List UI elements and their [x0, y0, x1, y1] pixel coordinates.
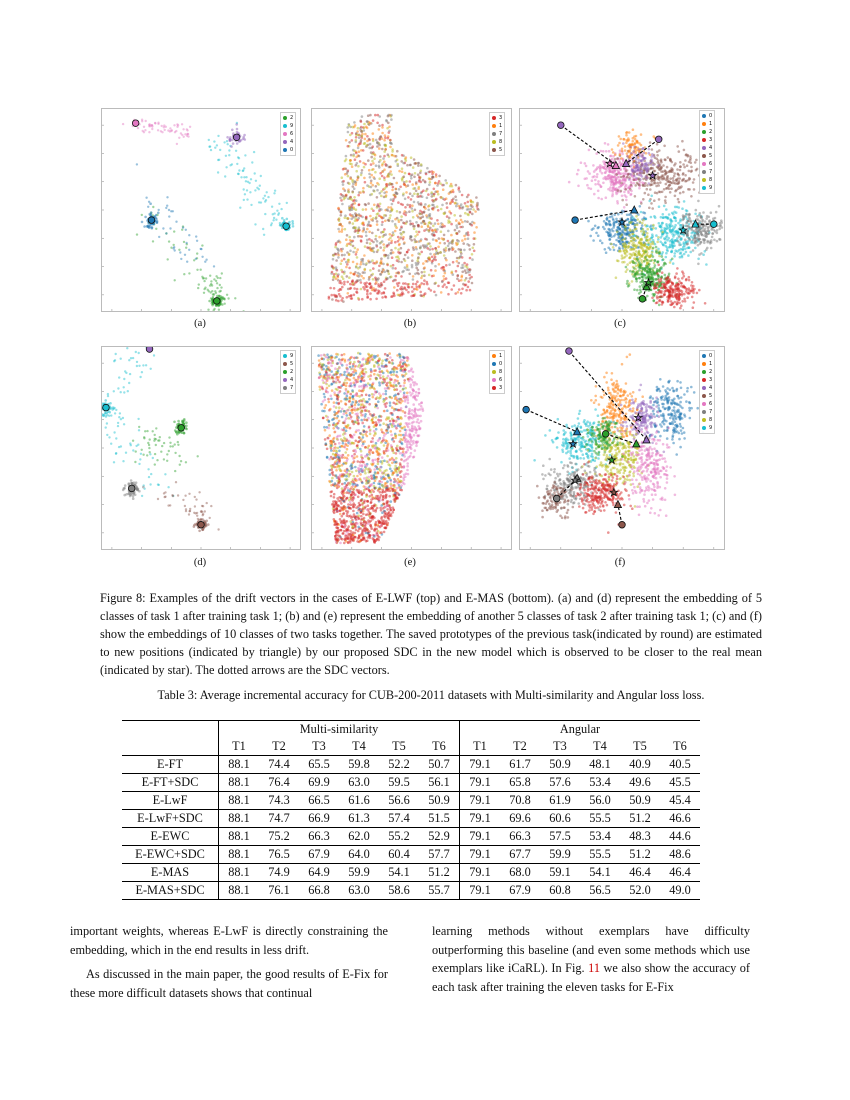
table-cell: 59.1 [540, 864, 580, 882]
legend-label: 3 [499, 115, 503, 121]
legend-label: 6 [290, 131, 294, 137]
legend-marker-icon [283, 354, 287, 358]
table-cell: 79.1 [460, 756, 501, 774]
legend-label: 8 [499, 139, 503, 145]
table-cell: 59.8 [339, 756, 379, 774]
table-row [122, 792, 700, 810]
table-row [122, 774, 700, 792]
table-cell: 79.1 [460, 864, 501, 882]
table-cell: 66.8 [299, 882, 339, 900]
table-cell: 59.5 [379, 774, 419, 792]
table-cell: 56.5 [580, 882, 620, 900]
legend-item [492, 352, 502, 360]
legend-marker-icon [702, 426, 706, 430]
legend-item [702, 120, 712, 128]
table-cell: 55.5 [580, 846, 620, 864]
legend-item [702, 408, 712, 416]
legend-marker-icon [702, 122, 706, 126]
row-method-name: E-EWC+SDC [122, 846, 219, 864]
legend-marker-icon [702, 362, 706, 366]
figure-reference-link[interactable]: 11 [588, 961, 600, 975]
legend-marker-icon [702, 114, 706, 118]
legend-marker-icon [283, 116, 287, 120]
legend-item [702, 352, 712, 360]
label-c: (c) [614, 318, 626, 329]
task-header: T5 [392, 739, 406, 753]
table-cell: 57.4 [379, 810, 419, 828]
table-cell: 79.1 [460, 882, 501, 900]
table-cell: 70.8 [500, 792, 540, 810]
legend-item [702, 144, 712, 152]
legend-marker-icon [702, 162, 706, 166]
table-cell: 57.6 [540, 774, 580, 792]
table-cell: 88.1 [219, 756, 260, 774]
table-cell: 76.4 [259, 774, 299, 792]
legend-label: 7 [499, 131, 503, 137]
right-column [432, 922, 750, 996]
table-cell: 53.4 [580, 828, 620, 846]
table-cell: 45.4 [660, 792, 700, 810]
scatter-d [102, 347, 300, 549]
row-method-name: E-LwF+SDC [122, 810, 219, 828]
table-cell: 62.0 [339, 828, 379, 846]
task-header: T6 [419, 738, 460, 756]
legend-marker-icon [492, 378, 496, 382]
legend-label: 4 [290, 377, 294, 383]
table-cell: 48.3 [620, 828, 660, 846]
legend-marker-icon [492, 370, 496, 374]
table-cell: 48.6 [660, 846, 700, 864]
legend-label: 9 [709, 185, 713, 191]
subplot-f [519, 346, 725, 550]
table-cell: 52.0 [620, 882, 660, 900]
legend-f [699, 350, 715, 434]
legend-label: 7 [290, 385, 294, 391]
table-cell: 66.9 [299, 810, 339, 828]
legend-marker-icon [702, 378, 706, 382]
figure-caption: Figure 8: Examples of the drift vectors in the cases of E-LWF (top) and E-MAS (bottom). (a) and (d) represent the embedding of 5 classes of task 1 after training task 1; (b) and (e) represent the embedding of another 5 classes of task 2 after training task 1; (c) and (f) show the embeddings of 10 classes of two tasks together. The saved prototypes of the previous task(indicated by round) are estimated to new positions (indicated by triangle) by our proposed SDC in the new model which is observed to be closer to the real mean (indicated by star). The dotted arrows are the SDC vectors. [100, 591, 762, 677]
table-cell: 66.3 [500, 828, 540, 846]
table-row [122, 828, 700, 846]
table-cell: 60.4 [379, 846, 419, 864]
legend-item [283, 130, 293, 138]
legend-item [702, 424, 712, 432]
table-cell: 60.8 [540, 882, 580, 900]
table-cell: 50.9 [419, 792, 460, 810]
legend-item [702, 416, 712, 424]
legend-label: 4 [709, 385, 713, 391]
table-cell: 88.1 [219, 792, 260, 810]
row-method-name: E-FT [122, 756, 219, 774]
legend-d [280, 350, 296, 394]
table-row [122, 882, 700, 900]
table-cell: 74.3 [259, 792, 299, 810]
table-cell: 65.5 [299, 756, 339, 774]
table-cell: 52.2 [379, 756, 419, 774]
legend-label: 1 [709, 121, 713, 127]
table-cell: 79.1 [460, 774, 501, 792]
legend-label: 9 [709, 425, 713, 431]
legend-item [283, 114, 293, 122]
legend-item [702, 112, 712, 120]
legend-marker-icon [283, 140, 287, 144]
table-cell: 66.3 [299, 828, 339, 846]
table-cell: 79.1 [460, 810, 501, 828]
legend-marker-icon [702, 386, 706, 390]
table-cell: 57.7 [419, 846, 460, 864]
legend-marker-icon [283, 148, 287, 152]
results-table [122, 720, 700, 900]
subplot-d [101, 346, 301, 550]
legend-item [702, 384, 712, 392]
legend-item [702, 128, 712, 136]
table-cell: 40.5 [660, 756, 700, 774]
legend-item [492, 368, 502, 376]
legend-item [702, 176, 712, 184]
table-row [122, 864, 700, 882]
legend-marker-icon [702, 130, 706, 134]
legend-marker-icon [702, 418, 706, 422]
legend-label: 0 [290, 147, 294, 153]
legend-label: 8 [499, 369, 503, 375]
legend-label: 8 [709, 417, 713, 423]
scatter-f [520, 347, 724, 549]
table-cell: 69.9 [299, 774, 339, 792]
legend-label: 5 [499, 147, 503, 153]
row-method-name: E-FT+SDC [122, 774, 219, 792]
table-cell: 67.9 [500, 882, 540, 900]
legend-item [702, 184, 712, 192]
table-cell: 51.2 [620, 846, 660, 864]
legend-label: 9 [290, 123, 294, 129]
legend-marker-icon [702, 170, 706, 174]
legend-item [283, 122, 293, 130]
legend-label: 3 [709, 377, 713, 383]
legend-marker-icon [492, 354, 496, 358]
task-header: T1 [232, 739, 246, 753]
left-paragraph-2: As discussed in the main paper, the good results of E-Fix for these more difficult datasets shows that continual [70, 967, 388, 1000]
legend-item [283, 138, 293, 146]
table-row [122, 846, 700, 864]
table-cell: 79.1 [460, 792, 501, 810]
row-method-name: E-EWC [122, 828, 219, 846]
table-cell: 74.7 [259, 810, 299, 828]
table-cell: 56.1 [419, 774, 460, 792]
table-cell: 46.6 [660, 810, 700, 828]
legend-label: 1 [499, 123, 503, 129]
legend-item [283, 146, 293, 154]
legend-label: 2 [290, 115, 294, 121]
label-e: (e) [404, 557, 416, 568]
legend-marker-icon [702, 402, 706, 406]
table-task-header-row [122, 738, 700, 756]
legend-c [699, 110, 715, 194]
task-header: T2 [272, 739, 286, 753]
legend-item [283, 352, 293, 360]
legend-marker-icon [702, 370, 706, 374]
legend-label: 5 [709, 393, 713, 399]
legend-marker-icon [702, 146, 706, 150]
legend-item [702, 392, 712, 400]
table-cell: 64.0 [339, 846, 379, 864]
table-cell: 88.1 [219, 846, 260, 864]
legend-marker-icon [492, 148, 496, 152]
label-a: (a) [194, 318, 206, 329]
table-cell: 59.9 [339, 864, 379, 882]
legend-marker-icon [283, 378, 287, 382]
task-header: T6 [673, 739, 687, 753]
table-cell: 50.9 [620, 792, 660, 810]
legend-marker-icon [492, 132, 496, 136]
table-cell: 63.0 [339, 882, 379, 900]
legend-marker-icon [492, 362, 496, 366]
legend-label: 4 [709, 145, 713, 151]
legend-item [283, 360, 293, 368]
table-cell: 56.0 [580, 792, 620, 810]
legend-item [702, 136, 712, 144]
legend-e [489, 350, 505, 394]
scatter-a [102, 109, 300, 311]
legend-label: 2 [709, 369, 713, 375]
legend-item [702, 368, 712, 376]
legend-b [489, 112, 505, 156]
task-header: T5 [633, 739, 647, 753]
table-cell: 49.6 [620, 774, 660, 792]
legend-label: 2 [709, 129, 713, 135]
subplot-c [519, 108, 725, 312]
table-cell: 68.0 [500, 864, 540, 882]
legend-label: 1 [499, 353, 503, 359]
table-cell: 51.2 [419, 864, 460, 882]
table-cell: 53.4 [580, 774, 620, 792]
scatter-c [520, 109, 724, 311]
task-header: T4 [593, 739, 607, 753]
table-cell: 54.1 [580, 864, 620, 882]
table-cell: 66.5 [299, 792, 339, 810]
legend-marker-icon [702, 354, 706, 358]
left-paragraph-1: important weights, whereas E-LwF is directly constraining the embedding, which in the end results in less drift. [70, 924, 388, 957]
legend-marker-icon [702, 178, 706, 182]
legend-marker-icon [702, 410, 706, 414]
table-cell: 54.1 [379, 864, 419, 882]
subplot-a [101, 108, 301, 312]
table-caption: Table 3: Average incremental accuracy for CUB-200-2011 datasets with Multi-similarity and Angular loss loss. [157, 688, 705, 702]
legend-item [702, 168, 712, 176]
table-row [122, 810, 700, 828]
table-cell: 76.1 [259, 882, 299, 900]
table-cell: 55.5 [580, 810, 620, 828]
legend-marker-icon [492, 124, 496, 128]
table-cell: 55.7 [419, 882, 460, 900]
row-method-name: E-MAS [122, 864, 219, 882]
table-body [122, 756, 700, 900]
task-header: T1 [473, 739, 487, 753]
legend-label: 6 [499, 377, 503, 383]
legend-item [492, 360, 502, 368]
table-cell: 59.9 [540, 846, 580, 864]
legend-label: 8 [709, 177, 713, 183]
table-cell: 64.9 [299, 864, 339, 882]
legend-label: 5 [709, 153, 713, 159]
table-cell: 74.9 [259, 864, 299, 882]
legend-label: 3 [709, 137, 713, 143]
table-cell: 67.9 [299, 846, 339, 864]
table-cell: 50.7 [419, 756, 460, 774]
legend-marker-icon [283, 124, 287, 128]
table-cell: 61.9 [540, 792, 580, 810]
legend-item [492, 122, 502, 130]
legend-item [283, 384, 293, 392]
task-header: T3 [553, 739, 567, 753]
table-cell: 52.9 [419, 828, 460, 846]
table-cell: 61.7 [500, 756, 540, 774]
subplot-b [311, 108, 512, 312]
legend-item [492, 376, 502, 384]
legend-marker-icon [702, 138, 706, 142]
table-cell: 63.0 [339, 774, 379, 792]
table-cell: 46.4 [620, 864, 660, 882]
label-b: (b) [403, 318, 417, 329]
table-cell: 45.5 [660, 774, 700, 792]
legend-marker-icon [702, 154, 706, 158]
table-cell: 88.1 [219, 882, 260, 900]
legend-marker-icon [702, 394, 706, 398]
legend-marker-icon [283, 370, 287, 374]
legend-item [283, 376, 293, 384]
table-cell: 55.2 [379, 828, 419, 846]
table-cell: 60.6 [540, 810, 580, 828]
table-row [122, 756, 700, 774]
row-method-name: E-LwF [122, 792, 219, 810]
table-cell: 79.1 [460, 846, 501, 864]
group-header-angular: Angular [460, 721, 701, 739]
task-header: T2 [513, 739, 527, 753]
legend-label: 2 [290, 369, 294, 375]
table-cell: 88.1 [219, 810, 260, 828]
table-cell: 49.0 [660, 882, 700, 900]
legend-label: 3 [499, 385, 503, 391]
table-cell: 46.4 [660, 864, 700, 882]
table-cell: 48.1 [580, 756, 620, 774]
legend-label: 5 [290, 361, 294, 367]
legend-a [280, 112, 296, 156]
table-cell: 51.5 [419, 810, 460, 828]
legend-label: 1 [709, 361, 713, 367]
legend-item [492, 384, 502, 392]
table-cell: 44.6 [660, 828, 700, 846]
table-cell: 57.5 [540, 828, 580, 846]
legend-item [702, 152, 712, 160]
label-f: (f) [614, 557, 626, 568]
group-header-multi-similarity: Multi-similarity [219, 721, 460, 739]
table-cell: 56.6 [379, 792, 419, 810]
table-cell: 40.9 [620, 756, 660, 774]
table-cell: 88.1 [219, 864, 260, 882]
legend-label: 6 [709, 401, 713, 407]
legend-label: 0 [499, 361, 503, 367]
legend-item [702, 360, 712, 368]
legend-item [492, 114, 502, 122]
table-cell: 76.5 [259, 846, 299, 864]
legend-label: 6 [709, 161, 713, 167]
table-cell: 74.4 [259, 756, 299, 774]
table-cell: 88.1 [219, 828, 260, 846]
table-cell: 67.7 [500, 846, 540, 864]
row-method-name: E-MAS+SDC [122, 882, 219, 900]
legend-item [702, 400, 712, 408]
legend-label: 4 [290, 139, 294, 145]
right-paragraph-1: learning methods without exemplars have difficulty outperforming this baseline (and even some methods which use exemplars like iCaRL). In Fig. 11 we also show the accuracy of each task after training the eleven tasks for E-Fix [432, 924, 751, 994]
table-cell: 75.2 [259, 828, 299, 846]
legend-label: 9 [290, 353, 294, 359]
legend-item [702, 160, 712, 168]
legend-marker-icon [702, 186, 706, 190]
legend-label: 0 [709, 113, 713, 119]
label-d: (d) [193, 557, 207, 568]
legend-marker-icon [492, 116, 496, 120]
legend-item [702, 376, 712, 384]
legend-label: 7 [709, 409, 713, 415]
scatter-e [312, 347, 511, 549]
legend-marker-icon [283, 362, 287, 366]
legend-item [283, 368, 293, 376]
left-column [70, 922, 388, 1002]
legend-marker-icon [283, 386, 287, 390]
table-cell: 61.6 [339, 792, 379, 810]
table-cell: 69.6 [500, 810, 540, 828]
table-cell: 61.3 [339, 810, 379, 828]
legend-label: 0 [709, 353, 713, 359]
legend-item [492, 130, 502, 138]
legend-marker-icon [283, 132, 287, 136]
table-cell: 65.8 [500, 774, 540, 792]
table-cell: 79.1 [460, 828, 501, 846]
legend-item [492, 146, 502, 154]
task-header: T3 [312, 739, 326, 753]
table-cell: 58.6 [379, 882, 419, 900]
table-cell: 88.1 [219, 774, 260, 792]
legend-marker-icon [492, 386, 496, 390]
legend-item [492, 138, 502, 146]
legend-label: 7 [709, 169, 713, 175]
scatter-b [312, 109, 511, 311]
table-cell: 51.2 [620, 810, 660, 828]
legend-marker-icon [492, 140, 496, 144]
table-cell: 50.9 [540, 756, 580, 774]
table-group-header-row [122, 721, 700, 739]
subplot-e [311, 346, 512, 550]
task-header: T4 [352, 739, 366, 753]
